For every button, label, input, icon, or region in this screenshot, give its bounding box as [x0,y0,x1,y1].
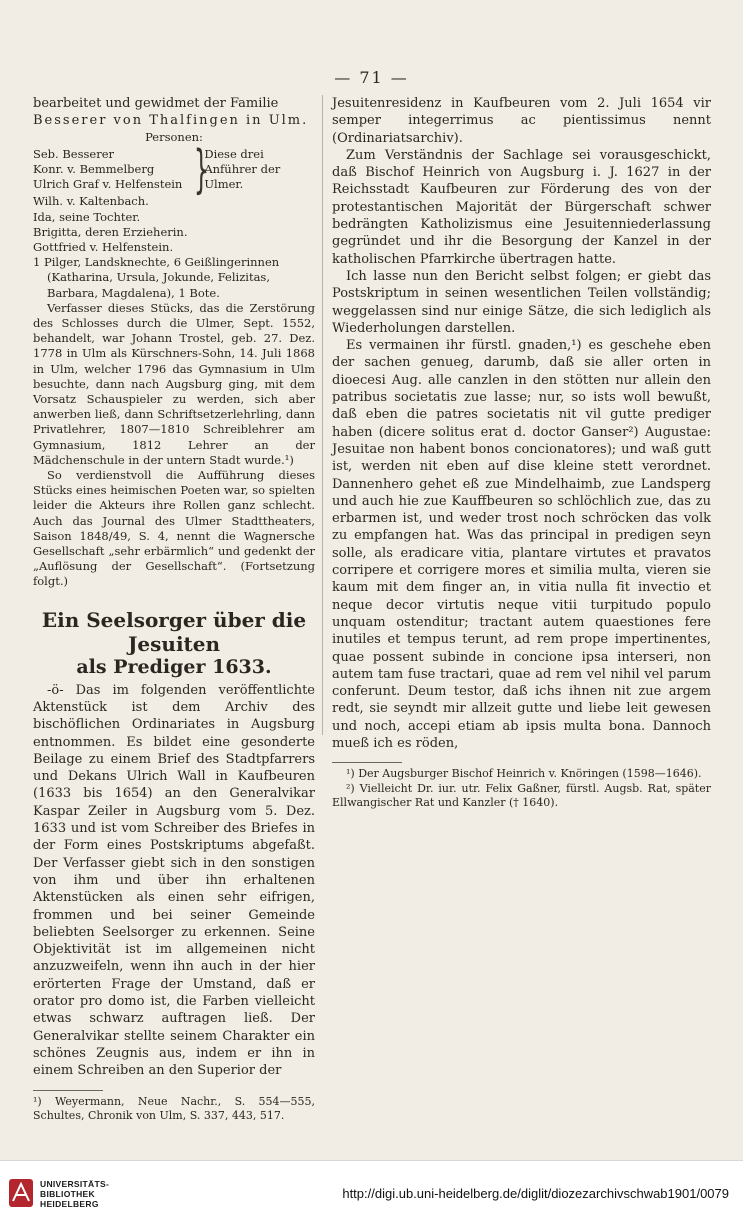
cast-entry: Seb. Besserer [33,146,115,161]
cast-bracketed-group [33,139,315,200]
cast-brace-note: Diese drei Anführer der Ulmer. [204,146,281,192]
page-url-link[interactable]: http://digi.ub.uni-heidelberg.de/diglit/diozezarchivschwab1901/0079 [342,1186,729,1201]
university-seal-icon [8,1178,34,1208]
page-number: — 71 — [334,68,409,87]
cast-names [33,147,182,193]
footnote: ¹) Weyermann, Neue Nachr., S. 554—555, Schultes, Chronik von Ulm, S. 337, 443, 517. [33,1094,315,1123]
cast-entry: Konr. v. Bemmelberg [33,162,155,176]
library-name-line: BIBLIOTHEK [40,1189,95,1199]
paragraph: Ich lasse nun den Bericht selbst folgen; er giebt das Postskriptum in seinen wesentlichen Teilen vollständig; weggelassen sind nur einige Sätze, die sich lediglich als Wiederholungen darstellen. [332,268,711,336]
article-subtitle: als Prediger 1633. [76,655,272,678]
article-title: Ein Seelsorger über die Jesuiten [41,607,307,656]
paragraph-author: Verfasser dieses Stücks, das die Zerstörung des Schlosses durch die Ulmer, Sept. 1552, behandelt, war Johann Trostel, geb. 27. Dez. 1778 in Ulm als Kürschners-Sohn, 14. Juli 1868 in Ulm, welcher 1796 das Gymnasium in Ulm besuchte, dann nach Augsburg ging, mit dem Vorsatz Schauspieler zu werden, sich aber anwerben ließ, dann Schriftsetzerlehrling, dann Privatlehrer, 1807—1810 Schreiblehrer am Gymnasium, 1812 Lehrer an der Mädchenschule in der untern Stadt wurde.¹) [33,300,315,467]
footnote: ²) Vielleicht Dr. iur. utr. Felix Gaßner, fürstl. Augsb. Rat, später Ellwangischer Rat und Kanzler († 1640). [332,781,711,810]
article-text: -ö- Das im folgenden veröffentlichte Aktenstück ist dem Archiv des bischöflichen Ordinariates in Augsburg entnommen. Es bildet eine gesonderte Beilage zu einem Brief des Stadtpfarrers und Dekans Ulrich Wall in Kaufbeuren (1633 bis 1654) an den Generalvikar Kaspar Zeiler in Augsburg vom 5. Dez. 1633 und ist vom Schreiber des Briefes in der Form eines Postskriptums abgefaßt. Der Verfasser giebt sich in den sonstigen von ihm und über ihn erhaltenen Aktenstücken als einen sehr eifrigen, frommen und bei seiner Gemeinde beliebten Seelsorger zu erkennen. Seine Objektivität ist im allgemeinen nicht anzuzweifeln, wenn ihn auch in der hier erörterten Frage der Umstand, daß er orator pro domo ist, die Farben vielleicht etwas schwarz auftragen ließ. Der Generalvikar stellte seinem Charakter ein schönes Zeugnis aus, indem er ihn in einem Schreiben an den Superior der [33,682,315,1079]
viewer-footer [0,1160,743,1224]
library-name [40,1179,109,1209]
cast-entry: Gottfried v. Helfenstein. [33,240,174,255]
paragraph: Zum Verständnis der Sachlage sei vorausgeschickt, daß Bischof Heinrich von Augsburg i. J. 1627 in der Reichsstadt Kaufbeuren zur Förderung des von der protestantischen Majorität der Bürgerschaft schwer bedrängten Katholizismus eine Jesuitenniederlassung gegründet und ihr die Besorgung der Kanzel in der katholischen Pfarrkirche übertragen hatte. [332,147,711,267]
intro-line: Besserer von Thalfingen in Ulm. [33,113,309,129]
brace-symbol: } [194,139,210,200]
paragraph: Jesuitenresidenz in Kaufbeuren vom 2. Juli 1654 vir semper integerrimus ac pientissimus nennt (Ordinariatsarchiv). [332,96,711,146]
column-divider [322,95,323,735]
footnote-rule [332,762,402,763]
cast-entry: Ulrich Graf v. Helfenstein [33,177,183,192]
library-name-line: HEIDELBERG [40,1199,99,1209]
cast-entry: 1 Pilger, Landsknechte, 6 Geißlingerinnen (Katharina, Ursula, Jokunde, Felizitas, Barbara, Magdalena), 1 Bote. [33,255,280,300]
right-column [332,95,711,811]
cast-entry: Wilh. v. Kaltenbach. [33,194,149,209]
cast-entry: Brigitta, deren Erzieherin. [33,224,188,239]
intro-line: bearbeitet und gewidmet der Familie [33,96,279,111]
left-column [33,95,315,1124]
paragraph-performance: So verdienstvoll die Aufführung dieses Stücks eines heimischen Poeten war, so spielten leider die Akteurs ihre Rollen ganz schlecht. Auch das Journal des Ulmer Stadttheaters, Saison 1848/49, S. 4, nennt die Wagnersche Gesellschaft „sehr erbärmlich“ und gedenkt der „Auflösung der Gesellschaft“. (Fortsetzung folgt.) [33,468,315,589]
persons-heading: Personen: [145,129,203,144]
paragraph: Es vermainen ihr fürstl. gnaden,¹) es geschehe eben der sachen genueg, darumb, daß sie aller orten in dioecesi Aug. alle canzlen in den stötten nur allein den patribus societatis zue lasse; nur, so ists woll bewußt, daß eben die patres societatis nit vil gutte prediger haben (dicere solitus erat d. doctor Ganser²) Augustae: Jesuitae non habent bonos concionatores); und waß gutt ist, werden nit eben auf dise kleine stett verordnet. Dannenhero gehet eß zue Mindelhaimb, zue Landsperg und auch hie zue Kauffbeuren so schlöchlich zue, das zu erbarmen ist, und weder trost noch schröcken das volk zu empfangen hat. Was das principal in predigen seyn solle, als eradicare vitia, plantare virtutes et pravatos corripere et corrigere mores et similia multa, vieren sie kaum mit dem finger an, in vitia nulla fit invectio et neque decor virtutis neque vitii turpitudo populo unquam ostenditur; tractant autem quaestiones fere inutiles et tempus terunt, ad rem prope impertinentes, quae possent subinde in concione ipsa interseri, non autem tam fuse tractari, quae ad rem vel nihil vel parum conferunt. Deum testor, daß ichs ihnen nit zue argem redt, sie seyndt mir allzeit gutte und liebe leit gewesen und noch, accepi etiam ab ipsis multa bona. Dannoch mueß ich es röden, [332,338,711,751]
library-name-line: UNIVERSITÄTS- [40,1179,110,1189]
footnote: ¹) Der Augsburger Bischof Heinrich v. Knöringen (1598—1646). [346,767,702,781]
footnote-rule [33,1090,103,1091]
cast-entry: Ida, seine Tochter. [33,209,141,224]
cast-rest [33,194,315,300]
